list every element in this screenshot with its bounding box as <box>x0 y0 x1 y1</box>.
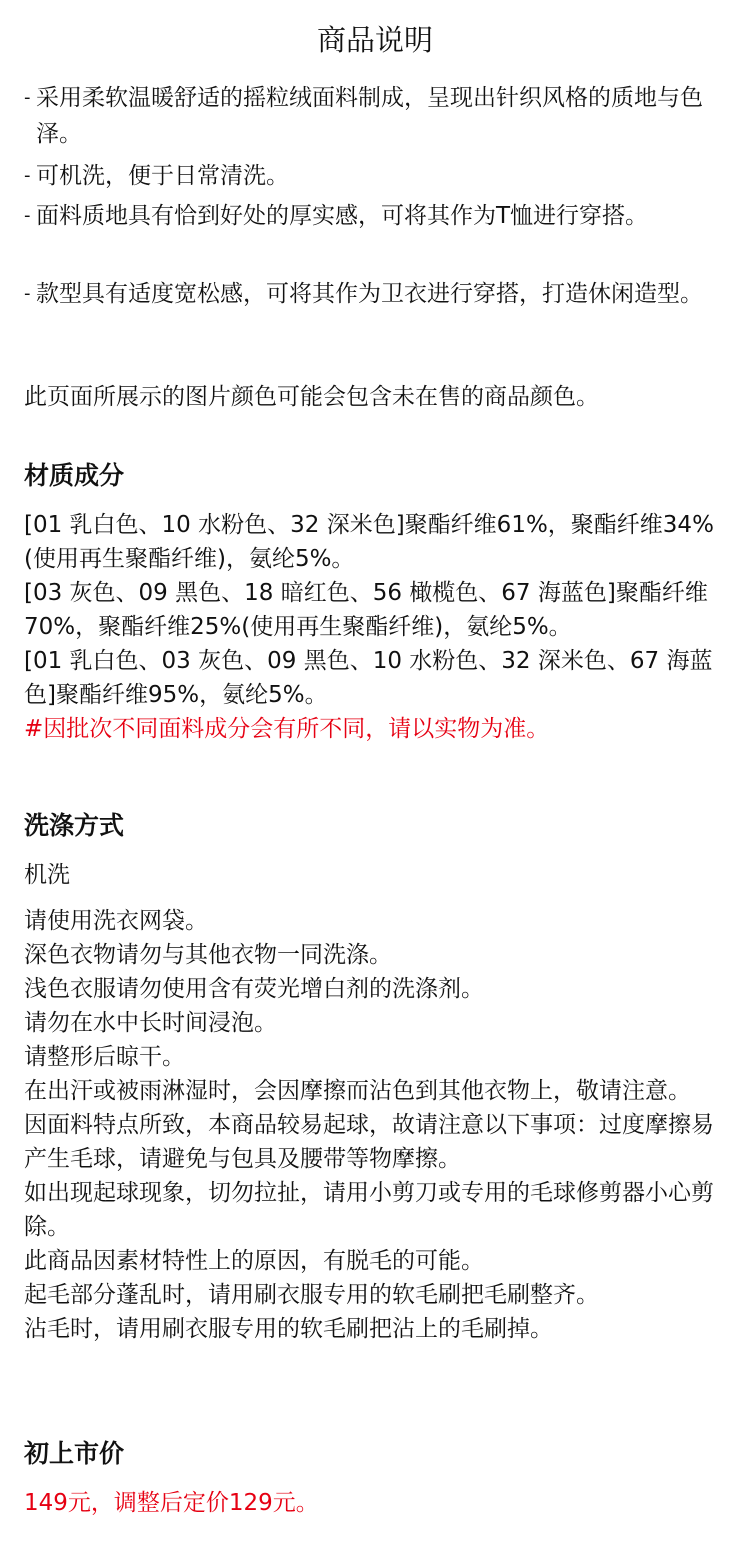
washing-method: 机洗 <box>24 862 70 888</box>
bullet-mark: - <box>24 87 31 108</box>
washing-heading: 洗涤方式 <box>24 811 125 840</box>
washing-instruction: 如出现起球现象，切勿拉扯，请用小剪刀或专用的毛球修剪器小心剪除。 <box>24 1180 714 1240</box>
description-item-thickness <box>24 198 730 234</box>
washing-instruction: 请整形后晾干。 <box>24 1044 185 1070</box>
material-line: [01 乳白色、03 灰色、09 黑色、10 水粉色、32 深米色、67 海蓝色]聚酯纤维95%，氨纶5%。 <box>24 648 713 708</box>
bullet-mark: - <box>24 283 31 304</box>
material-line: [03 灰色、09 黑色、18 暗红色、56 橄榄色、67 海蓝色]聚酯纤维70%，聚酯纤维25%(使用再生聚酯纤维)，氨纶5%。 <box>24 580 708 640</box>
washing-instruction: 沾毛时，请用刷衣服专用的软毛刷把沾上的毛刷掉。 <box>24 1316 553 1342</box>
bullet-mark: - <box>24 165 31 186</box>
material-composition <box>24 508 730 746</box>
description-text: 采用柔软温暖舒适的摇粒绒面料制成，呈现出针织风格的质地与色泽。 <box>36 85 703 147</box>
washing-instruction: 此商品因素材特性上的原因，有脱毛的可能。 <box>24 1248 484 1274</box>
washing-instructions <box>24 904 730 1346</box>
washing-instruction: 浅色衣服请勿使用含有荧光增白剂的洗涤剂。 <box>24 976 484 1002</box>
description-text: 款型具有适度宽松感，可将其作为卫衣进行穿搭，打造休闲造型。 <box>36 281 703 307</box>
price-text: 149元，调整后定价129元。 <box>24 1490 319 1516</box>
material-line: [01 乳白色、10 水粉色、32 深米色]聚酯纤维61%，聚酯纤维34%(使用再生聚酯纤维)，氨纶5%。 <box>24 512 714 572</box>
description-text: 可机洗，便于日常清洗。 <box>36 163 289 189</box>
price-heading: 初上市价 <box>24 1439 125 1468</box>
washing-instruction: 请使用洗衣网袋。 <box>24 908 208 934</box>
washing-instruction: 请勿在水中长时间浸泡。 <box>24 1010 277 1036</box>
washing-instruction: 深色衣物请勿与其他衣物一同洗涤。 <box>24 942 392 968</box>
material-note: #因批次不同面料成分会有所不同，请以实物为准。 <box>24 716 550 742</box>
washing-instruction: 在出汗或被雨淋湿时，会因摩擦而沾色到其他衣物上，敬请注意。 <box>24 1078 691 1104</box>
description-item-fabric <box>24 80 730 152</box>
bullet-mark: - <box>24 205 31 226</box>
washing-instruction: 因面料特点所致，本商品较易起球，故请注意以下事项：过度摩擦易产生毛球，请避免与包具及腰带等物摩擦。 <box>24 1112 714 1172</box>
description-item-fit <box>24 276 730 312</box>
washing-instruction: 起毛部分蓬乱时，请用刷衣服专用的软毛刷把毛刷整齐。 <box>24 1282 599 1308</box>
description-text: 面料质地具有恰到好处的厚实感，可将其作为T恤进行穿搭。 <box>36 203 649 229</box>
description-item-washable <box>24 158 730 194</box>
color-note: 此页面所展示的图片颜色可能会包含未在售的商品颜色。 <box>24 384 599 410</box>
page-title: 商品说明 <box>316 23 433 57</box>
material-heading: 材质成分 <box>24 461 125 490</box>
